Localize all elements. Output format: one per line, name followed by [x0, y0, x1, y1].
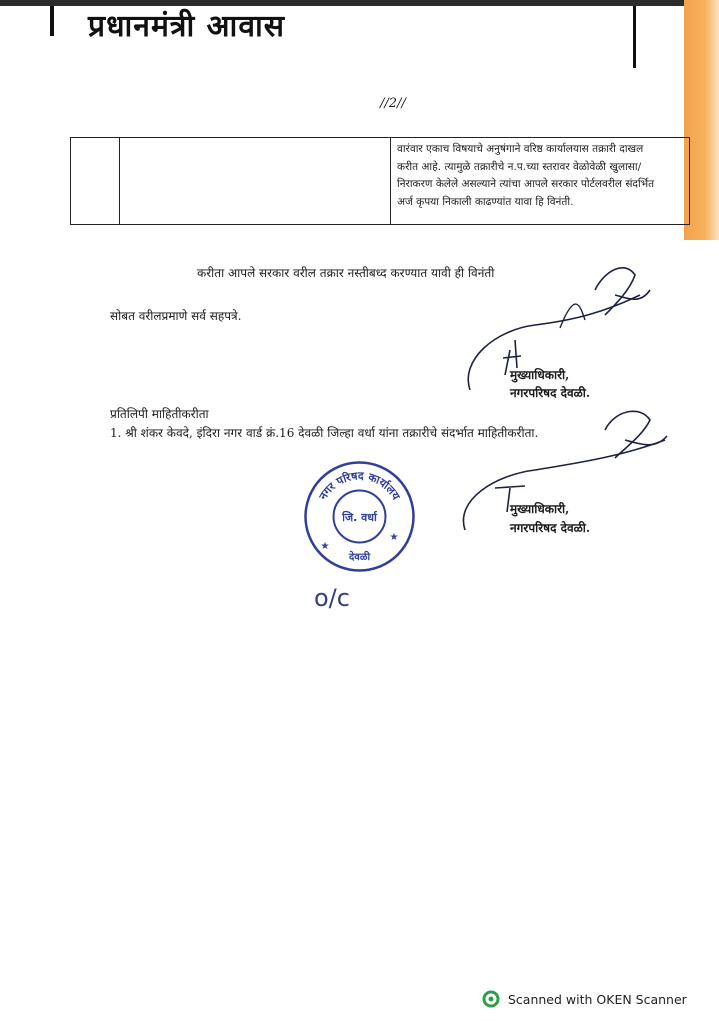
- subject-cell: [120, 138, 391, 225]
- header-title-fragment: प्रधानमंत्री आवास: [88, 9, 286, 44]
- seal-star-icon: ★: [320, 541, 330, 552]
- remarks-line: करीत आहे. त्यामुळे तक्रारीचे न.प.च्या स्तरावर वेळोवेळी खुलासा/: [397, 160, 642, 173]
- scanner-watermark: [482, 990, 687, 1008]
- signature-1-title: मुख्याधिकारी,: [510, 368, 570, 382]
- handwritten-note: o/c: [314, 584, 350, 612]
- office-seal-icon: [303, 460, 416, 573]
- copy-to-item: 1. श्री शंकर केवदे, इंदिरा नगर वार्ड क्रं.16 देवळी जिल्हा वर्धा यांना तक्रारीचे संदर्भात माहितीकरीता.: [110, 426, 539, 440]
- remarks-line: निराकरण केलेले असल्याने त्यांचा आपले सरकार पोर्टलवरील संदर्भित: [397, 178, 655, 190]
- remarks-line: अर्ज कृपया निकाली काढण्यांत यावा हि विनंती.: [397, 195, 574, 208]
- table-row: [71, 138, 690, 225]
- header-vertical-bar: [50, 6, 54, 36]
- seal-center-text: जि. वर्धा: [342, 511, 377, 524]
- remarks-cell: [391, 138, 690, 225]
- closure-request: करीता आपले सरकार वरील तक्रार नस्तीबध्द करण्यात यावी ही विनंती: [197, 266, 495, 280]
- oken-scanner-logo-icon: [482, 990, 500, 1008]
- seal-arc-text: नगर परिषद कार्यालय: [316, 469, 403, 503]
- page-number: //2//: [380, 96, 406, 111]
- signature-2-title: मुख्याधिकारी,: [510, 502, 570, 516]
- signature-1-office: नगरपरिषद देवळी.: [510, 386, 591, 400]
- seal-star-icon: ★: [389, 532, 399, 543]
- scanner-label: Scanned with OKEN Scanner: [508, 991, 687, 1007]
- enclosure-note: सोबत वरीलप्रमाणे सर्व सहपत्रे.: [110, 309, 242, 323]
- bleed-through-header: [0, 0, 640, 50]
- svg-text:नगर परिषद कार्यालय: [316, 469, 403, 503]
- remarks-line: वारंवार एकाच विषयाचे अनुषंगाने वरिष्ठ कार्यालयास तक्रारी दाखल: [397, 143, 644, 155]
- signature-2-office: नगरपरिषद देवळी.: [510, 521, 591, 535]
- header-right-rule: [633, 6, 636, 68]
- seal-bottom-text: देवळी: [348, 552, 371, 563]
- copy-to-heading: प्रतिलिपी माहितीकरीता: [110, 407, 209, 421]
- serial-cell: [71, 138, 120, 225]
- continuation-table: [70, 137, 690, 225]
